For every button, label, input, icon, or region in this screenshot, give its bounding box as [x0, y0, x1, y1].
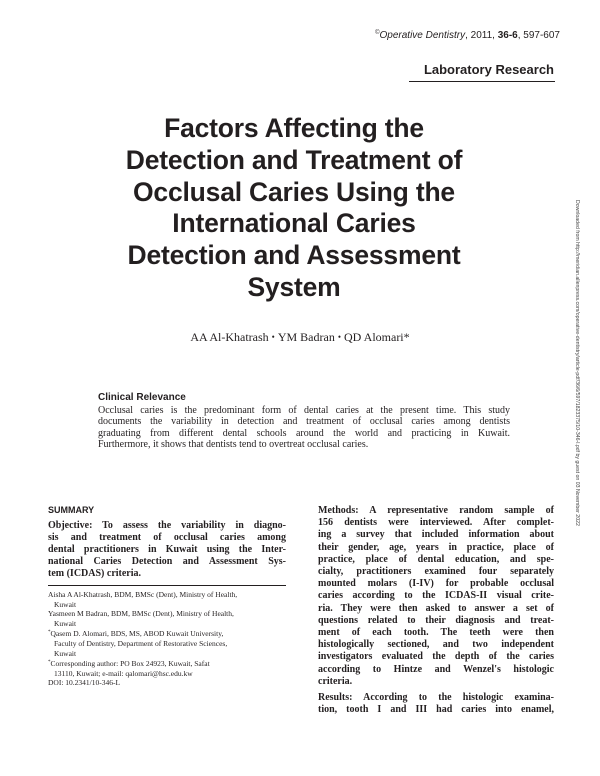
text-line: tion, tooth I and III had caries into enamel, [318, 704, 554, 716]
text-line: Occlusal caries is the predominant form of dental caries at the present time. This study [98, 405, 510, 416]
section-rule [409, 81, 555, 82]
text-line: Kuwait [54, 648, 77, 658]
text-line: 156 dentists were interviewed. After complet- [318, 517, 554, 529]
text-line: ing a survey that included information about [318, 529, 554, 541]
text-line: Results: According to the histologic examina- [318, 692, 554, 704]
text-line: ment of each tooth. The teeth were then [318, 627, 554, 639]
author-name: AA Al-Khatrash [190, 330, 269, 344]
text-line: national Caries Detection and Assessment Sys- [48, 556, 286, 567]
title-line: System [247, 271, 341, 302]
asterisk-mark: * [48, 630, 51, 636]
journal-pages: , 597-607 [517, 30, 560, 41]
title-line: Detection and Assessment [127, 240, 461, 271]
text-line: dental practitioners in Kuwait using the Inter- [48, 544, 286, 555]
text-line: Methods: A representative random sample of [318, 505, 554, 516]
text-line: caries according to the ICDAS-II visual crite- [318, 590, 554, 602]
journal-citation [375, 30, 560, 41]
text-line: tem (ICDAS) criteria. [48, 568, 142, 579]
title-line: Factors Affecting the [164, 113, 424, 143]
author-list [0, 330, 600, 345]
title-line: Detection and Treatment of [125, 144, 463, 175]
journal-year: , 2011, [465, 30, 498, 41]
text-line: Furthermore, it shows that dentists tend to overtreat occlusal caries. [98, 439, 369, 451]
clinical-relevance-text [98, 405, 510, 451]
text-line: 13110, Kuwait; e-mail: qalomari@hsc.edu.kw [54, 668, 193, 678]
text-line: histologically sectioned, and two independent [318, 639, 554, 651]
affiliation-entry [48, 590, 286, 609]
text-line: documents the variability in detection and treatment of occlusal caries among dentists [98, 416, 510, 428]
text-line: Kuwait [54, 618, 77, 628]
author-name: YM Badran [277, 330, 335, 344]
author-name: QD Alomari* [343, 330, 410, 344]
text-line: Aisha A Al-Khatrash, BDM, BMSc (Dent), Ministry of Health, [48, 590, 238, 599]
author-separator: • [337, 332, 341, 342]
title-line: International Caries [172, 208, 416, 239]
affiliation-rule [48, 585, 286, 586]
asterisk-mark: * [48, 660, 51, 666]
left-column [48, 505, 286, 688]
author-separator: • [271, 332, 275, 342]
journal-volume: 36-6 [497, 30, 518, 41]
objective-paragraph [48, 520, 286, 580]
text-line: cialty, practitioners examined four separately [318, 566, 554, 578]
text-line: according to Hintze and Wenzel's histologic [318, 663, 554, 675]
text-line: criteria. [318, 675, 353, 687]
download-note-text: Downloaded from http://meridian.allenpress.com/operative-dentistry/article-pdf/36/6/597/1823375/10-346-l.pdf by guest on 03 November 2022 [574, 200, 580, 526]
affiliation-entry [48, 609, 286, 628]
title-line: Occlusal Caries Using the [133, 176, 455, 207]
text-line: their gender, age, years in practice, place of [318, 541, 554, 553]
copyright-symbol: © [375, 30, 380, 36]
clinical-relevance-heading: Clinical Relevance [98, 392, 186, 403]
affiliation-entry [48, 628, 286, 658]
right-column [318, 505, 554, 720]
journal-name: Operative Dentistry [379, 30, 466, 41]
text-line: sis and treatment of occlusal caries among [48, 532, 286, 543]
results-paragraph [318, 692, 554, 716]
text-line: questions related to their diagnosis and treat- [318, 614, 554, 626]
text-line: graduating from different dental schools around the world and practicing in Kuwait. [98, 427, 510, 439]
text-line: Qasem D. Alomari, BDS, MS, ABOD Kuwait University, [50, 629, 224, 639]
text-line: mounted molars (I-IV) for probable occlusal [318, 578, 554, 590]
text-line: Faculty of Dentistry, Department of Restorative Sciences, [54, 638, 228, 648]
text-line: ria. They were then asked to answer a set of [318, 602, 554, 614]
section-label: Laboratory Research [423, 62, 554, 77]
affiliations [48, 590, 286, 688]
text-line: investigators evaluated the depth of the caries [318, 651, 554, 663]
text-line: Objective: To assess the variability in diagno- [48, 520, 286, 531]
text-line: practice, place of dental education, and spe- [318, 553, 554, 565]
doi [48, 678, 286, 688]
corresponding-author [48, 658, 286, 678]
article-title [80, 113, 508, 304]
summary-heading: SUMMARY [48, 505, 95, 515]
methods-paragraph [318, 505, 554, 688]
doi-text: DOI: 10.2341/10-346-L [48, 678, 121, 688]
text-line: Kuwait [54, 599, 77, 609]
text-line: Yasmeen M Badran, BDM, BMSc (Dent), Ministry of Health, [48, 609, 234, 619]
text-line: Corresponding author: PO Box 24923, Kuwait, Safat [50, 659, 210, 669]
